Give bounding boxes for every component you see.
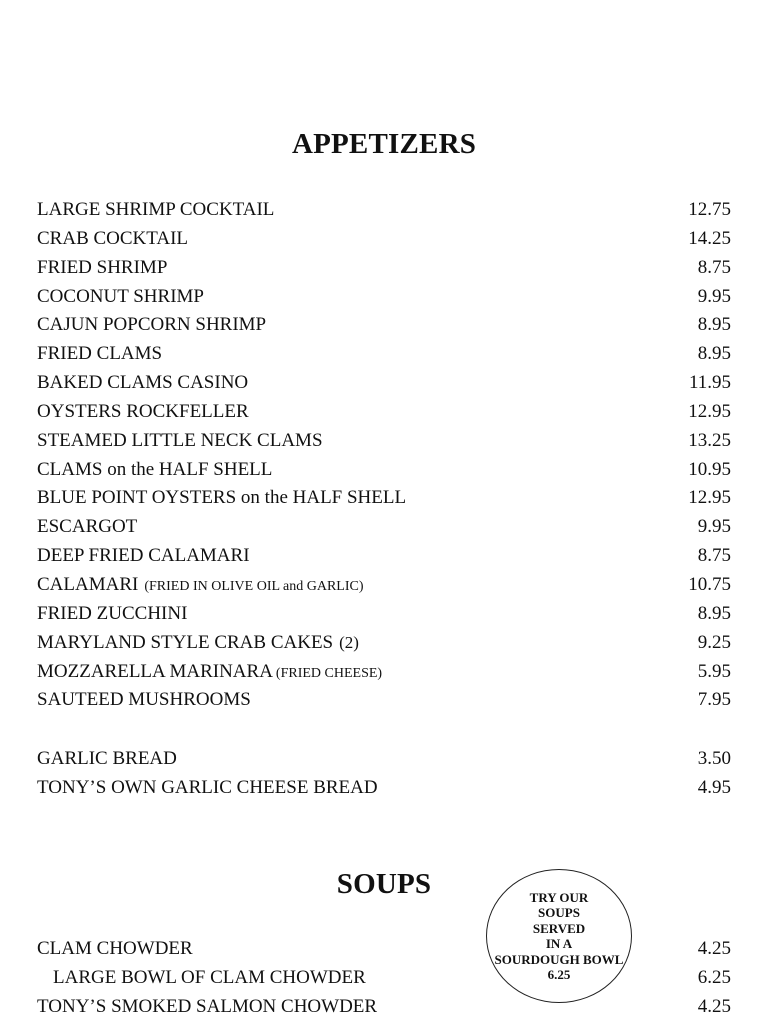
item-name: FRIED ZUCCHINI [37,602,188,624]
item-name: BLUE POINT OYSTERS on the HALF SHELL [37,487,407,509]
item-note: (FRIED IN OLIVE OIL and GARLIC) [144,578,364,594]
item-name: LARGE BOWL OF CLAM CHOWDER [53,966,366,988]
menu-item [37,225,731,254]
item-name: CLAM CHOWDER [37,938,193,959]
item-name: FRIED SHRIMP [37,256,168,278]
item-price: 3.50 [697,748,731,769]
menu-item [37,283,731,312]
item-name: STEAMED LITTLE NECK CLAMS [37,429,323,451]
item-price: 8.75 [697,256,731,278]
item-note: (2) [339,632,359,652]
item-price: 14.25 [688,227,731,249]
item-price: 8.75 [697,545,731,567]
item-price: 12.95 [688,400,731,422]
promo-line: SOURDOUGH BOWL [494,951,624,967]
appetizer-list [37,196,731,715]
promo-line: SERVED [532,920,586,936]
menu-item [37,196,731,225]
menu-item [37,369,731,398]
menu-item [37,571,731,600]
promo-line: TRY OUR [529,889,589,905]
item-price: 8.95 [697,343,731,365]
item-price: 10.75 [688,573,731,595]
menu-item [37,745,731,774]
item-name: ESCARGOT [37,516,138,538]
soups-heading: SOUPS [336,868,432,900]
item-price: 12.95 [688,487,731,509]
item-name: CAJUN POPCORN SHRIMP [37,314,267,336]
item-note: (FRIED CHEESE) [275,665,383,681]
item-name: LARGE SHRIMP COCKTAIL [37,199,275,220]
bread-list [37,745,731,803]
item-price: 7.95 [697,689,731,711]
item-price: 12.75 [688,199,731,220]
item-price: 9.25 [697,631,731,653]
menu-item [37,629,731,658]
item-price: 4.95 [697,776,731,798]
appetizers-heading: APPETIZERS [291,128,477,160]
promo-price: 6.25 [547,967,571,982]
menu-item [37,311,731,340]
menu-item [37,484,731,513]
promo-line: IN A [545,936,573,951]
menu-item [37,427,731,456]
item-price: 9.95 [697,285,731,307]
item-name: TONY’S OWN GARLIC CHEESE BREAD [37,776,378,798]
menu-item [37,774,731,803]
item-name: TONY’S SMOKED SALMON CHOWDER [37,995,378,1017]
item-price: 6.25 [697,966,731,988]
item-price: 5.95 [697,660,731,682]
item-price: 11.95 [688,372,731,394]
menu-item [37,254,731,283]
item-price: 8.95 [697,602,731,624]
item-name: OYSTERS ROCKFELLER [37,400,249,422]
menu-item [37,600,731,629]
item-price: 8.95 [697,314,731,336]
menu-item [37,340,731,369]
item-name: MARYLAND STYLE CRAB CAKES (2) [37,631,359,653]
item-price: 9.95 [697,516,731,538]
menu-item [37,993,731,1022]
menu-item [37,686,731,715]
item-price: 13.25 [688,429,731,451]
item-price: 4.25 [697,938,731,959]
item-price: 4.25 [697,995,731,1017]
item-name: MOZZARELLA MARINARA (FRIED CHEESE) [37,660,383,682]
menu-item [37,398,731,427]
item-name: GARLIC BREAD [37,748,177,769]
menu-item [37,658,731,687]
item-name: FRIED CLAMS [37,343,163,365]
item-name: CRAB COCKTAIL [37,227,189,249]
sourdough-bowl-promo [486,869,632,1003]
menu-item [37,456,731,485]
item-name: BAKED CLAMS CASINO [37,372,249,394]
item-name: CALAMARI (FRIED IN OLIVE OIL and GARLIC) [37,573,364,595]
menu-item [37,964,731,993]
item-name: COCONUT SHRIMP [37,285,204,307]
item-price: 10.95 [688,458,731,480]
menu-item [37,513,731,542]
menu-item [37,542,731,571]
item-name: SAUTEED MUSHROOMS [37,689,251,711]
promo-line: SOUPS [538,905,580,920]
item-name: DEEP FRIED CALAMARI [37,545,250,567]
item-name: CLAMS on the HALF SHELL [37,458,273,480]
